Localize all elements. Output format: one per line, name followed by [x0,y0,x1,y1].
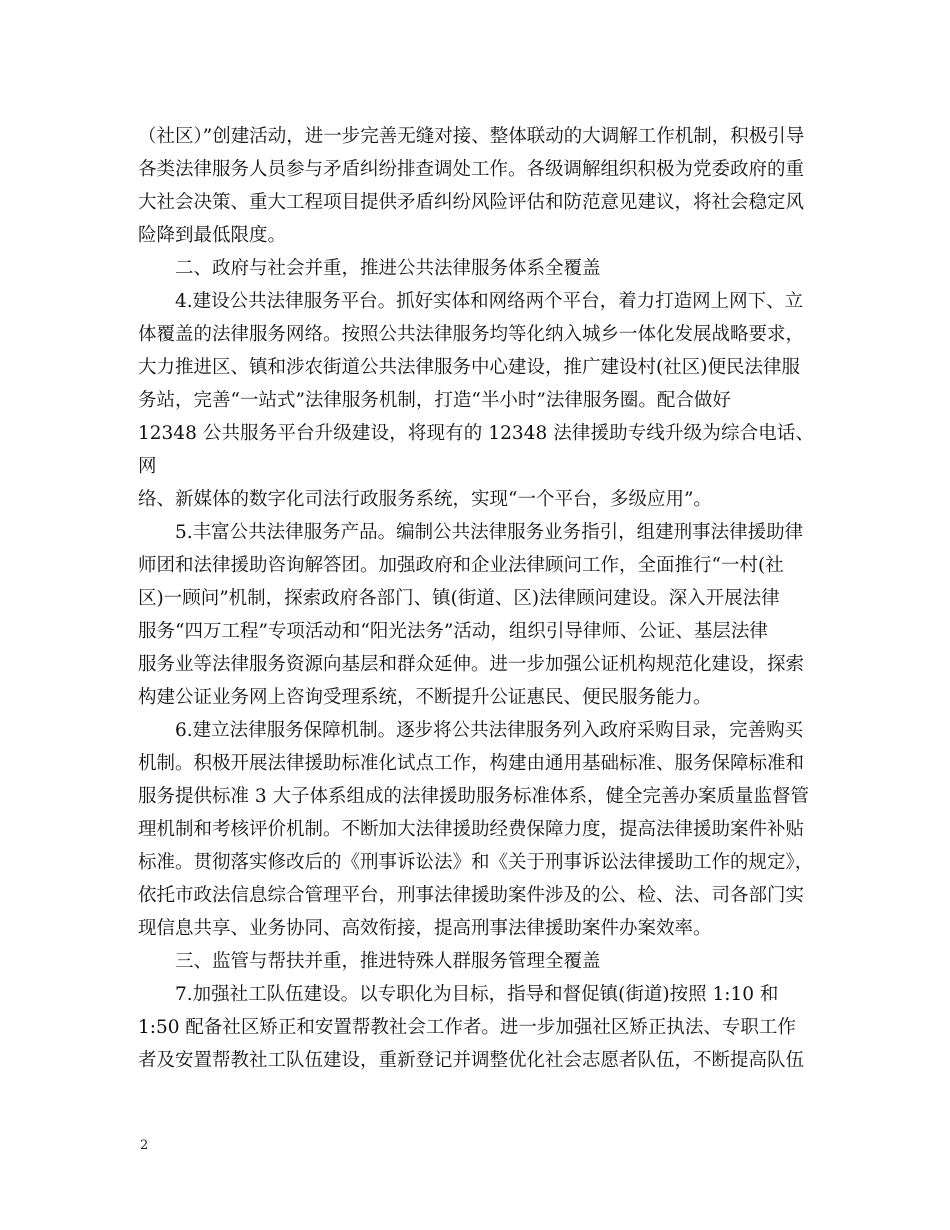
section-heading-3: 三、监管与帮扶并重，推进特殊人群服务管理全覆盖 [138,951,601,972]
section-heading-2: 二、政府与社会并重，推进公共法律服务体系全覆盖 [138,258,601,279]
paragraph-item-5: 5.丰富公共法律服务产品。编制公共法律服务业务指引，组建刑事法律援助律 师团和法律援助咨询解答团。加强政府和企业法律顾问工作，全面推行“一村(社 区)一顾问”机制，探索政府各部门、镇(街道、区)法律顾问建设。深入开展法律 服务“四万工程”专项活动和“阳光法务”活动，组织引导律师、公证、基层法律 服务业等法律服务资源向基层和群众延伸。进一步加强公证机构规范化建设，探索 构建公证业务网上咨询受理系统，不断提升公证惠民、便民服务能力。 [138,522,805,708]
paragraph-item-6: 6.建立法律服务保障机制。逐步将公共法律服务列入政府采购目录，完善购买 机制。积极开展法律援助标准化试点工作，构建由通用基础标准、服务保障标准和 服务提供标准 3 大子体系组成的法律援助服务标准体系，健全完善办案质量监督管 理机制和考核评价机制。不断加大法律援助经费保障力度，提高法律援助案件补贴 标准。贯彻落实修改后的《刑事诉讼法》和《关于刑事诉讼法律援助工作的规定》， 依托市政法信息综合管理平台，刑事法律援助案件涉及的公、检、法、司各部门实 现信息共享、业务协同、高效衔接，提高刑事法律援助案件办案效率。 [138,720,814,939]
paragraph-1: （社区）”创建活动，进一步完善无缝对接、整体联动的大调解工作机制，积极引导 各类法律服务人员参与矛盾纠纷排查调处工作。各级调解组织积极为党委政府的重 大社会决策、重大工程项目提供矛盾纠纷风险评估和防范意见建议，将社会稳定风 险降到最低限度。 [138,126,805,246]
page-number: 2 [140,1138,149,1153]
paragraph-item-7: 7.加强社工队伍建设。以专职化为目标，指导和督促镇(街道)按照 1:10 和 1:50 配备社区矫正和安置帮教社会工作者。进一步加强社区矫正执法、专职工作 者及安置帮教社工队伍建设，重新登记并调整优化社会志愿者队伍，不断提高队伍 [138,984,805,1071]
paragraph-item-4: 4.建设公共法律服务平台。抓好实体和网络两个平台，着力打造网上网下、立 体覆盖的法律服务网络。按照公共法律服务均等化纳入城乡一体化发展战略要求， 大力推进区、镇和涉农街道公共法律服务中心建设，推广建设村(社区)便民法律服 务站，完善“一站式”法律服务机制，打造“半小时”法律服务圈。配合做好 12348 公共服务平台升级建设，将现有的 12348 法律援助专线升级为综合电话、网 络、新媒体的数字化司法行政服务系统，实现“一个平台，多级应用”。 [138,291,814,510]
document-page [138,120,814,1077]
